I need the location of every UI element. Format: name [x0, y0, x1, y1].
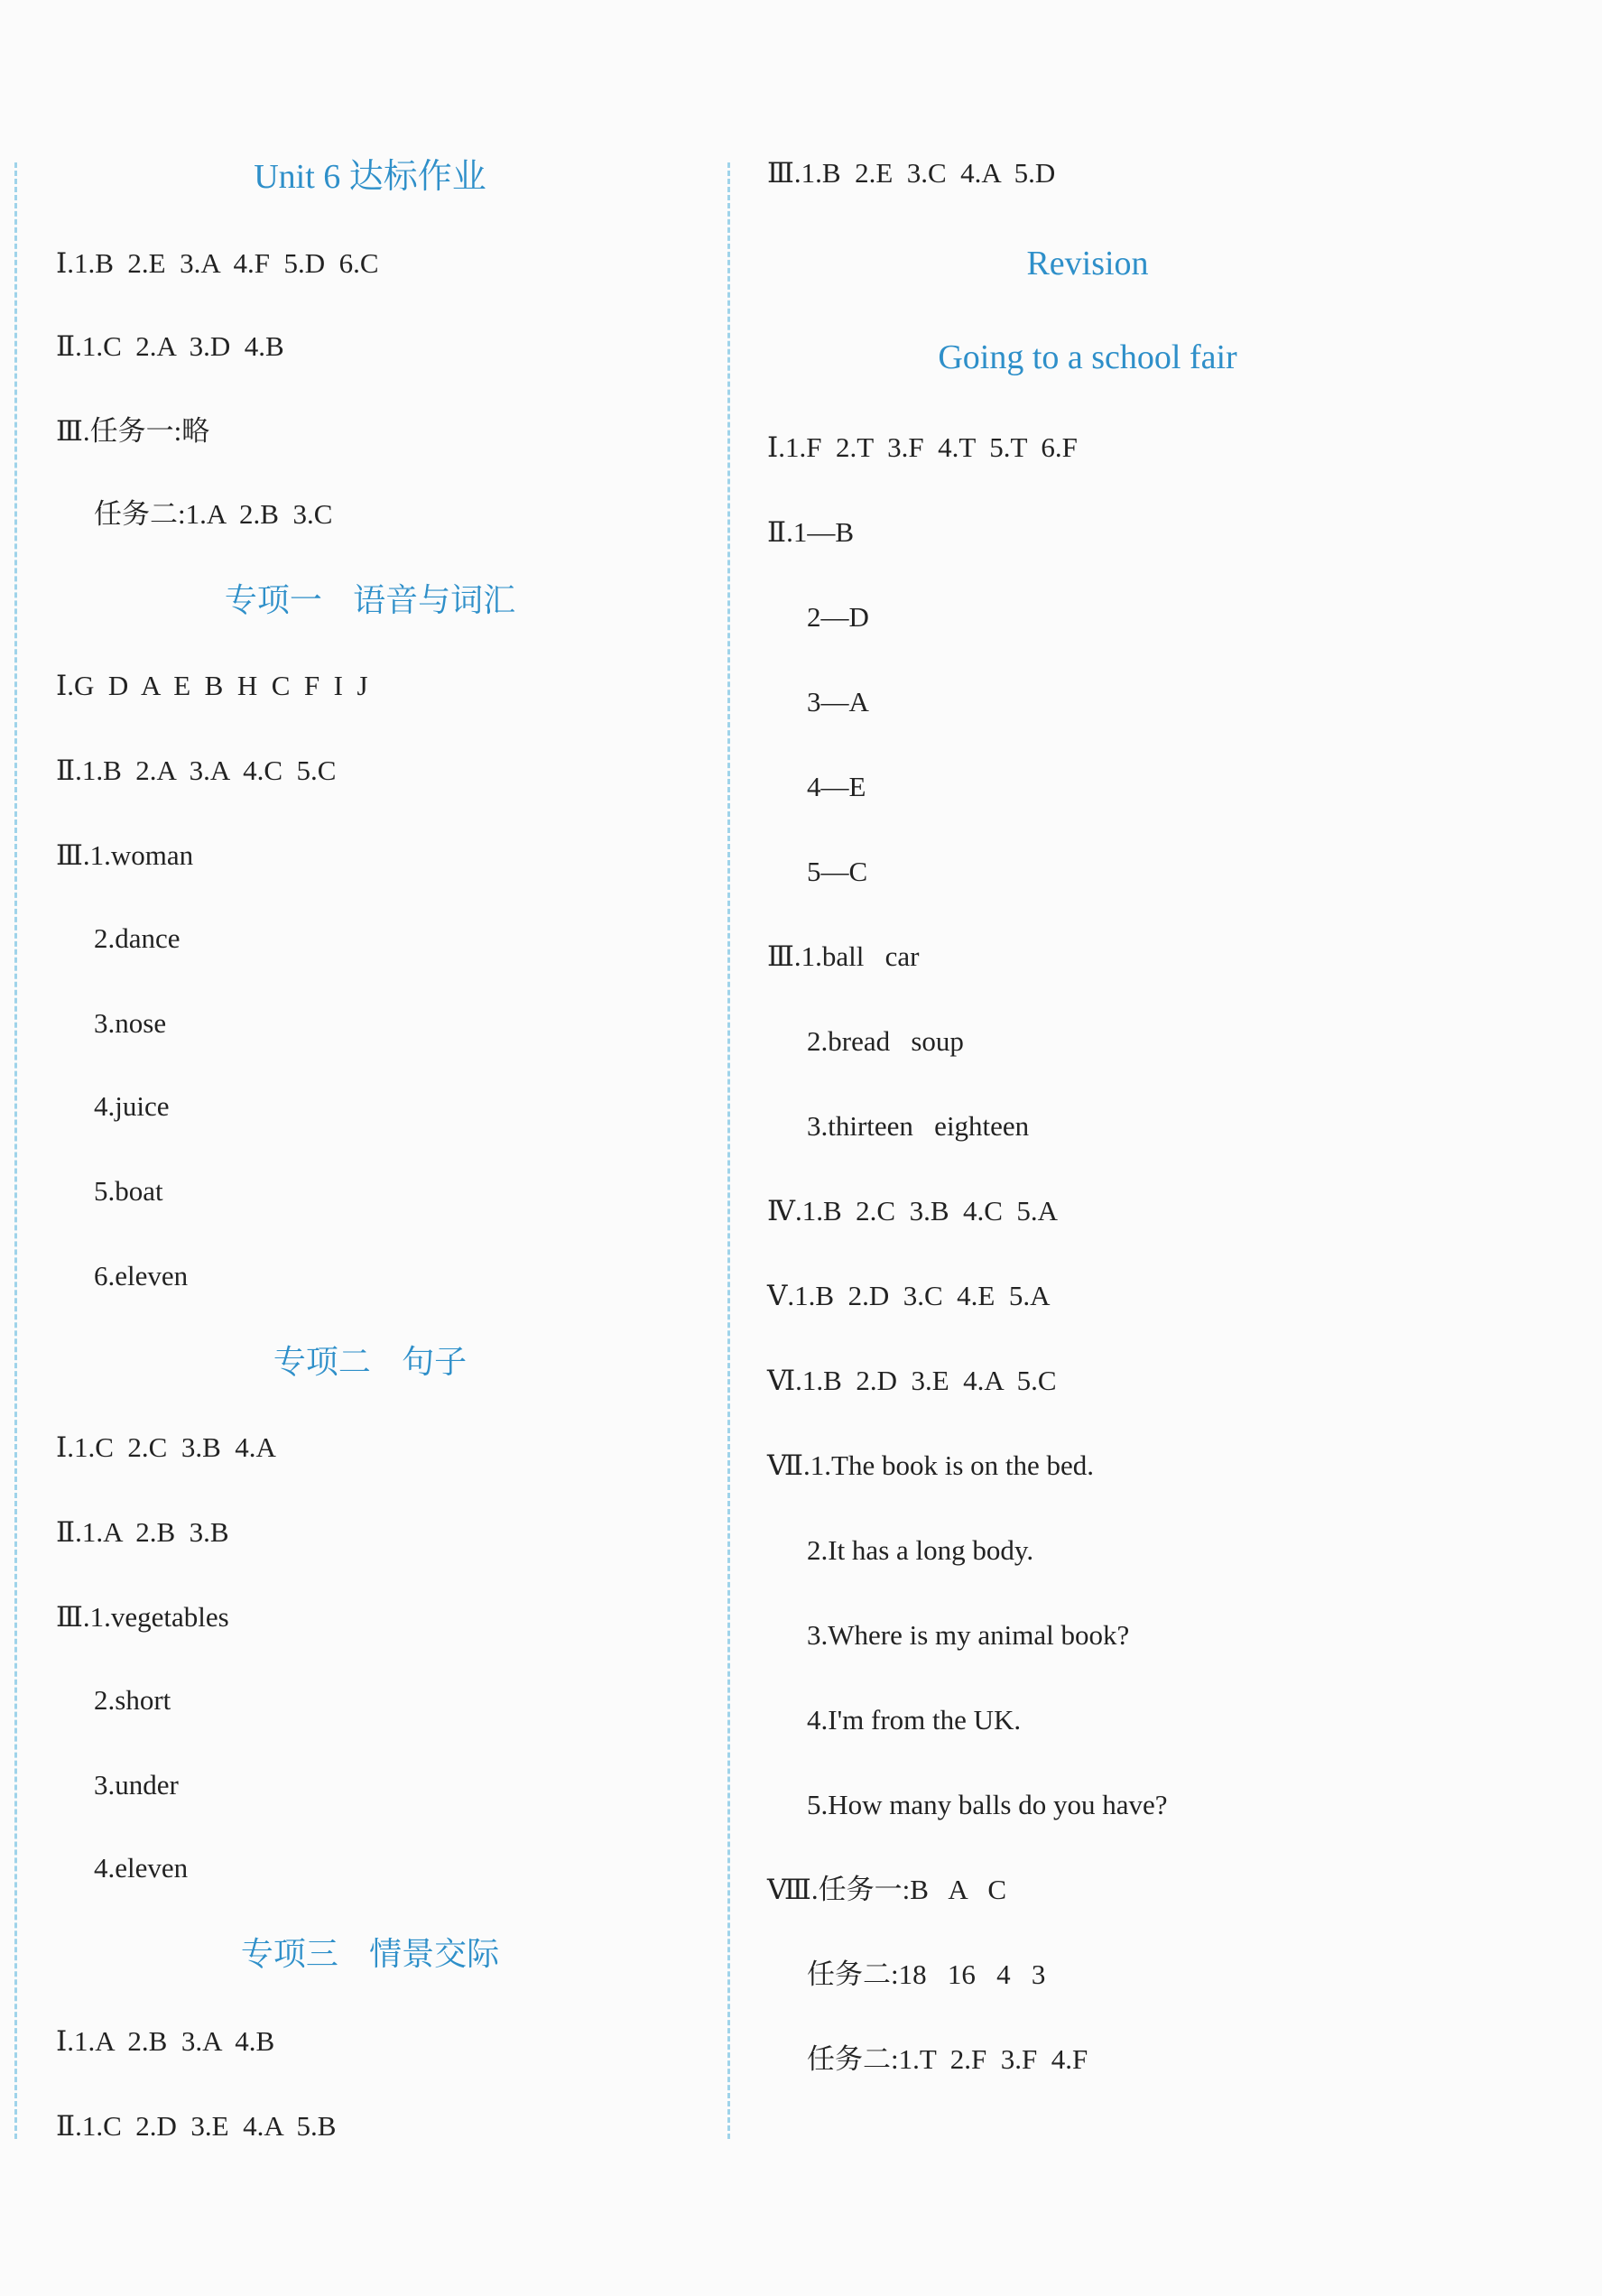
answer-line: 4—E	[807, 771, 866, 802]
answer-line: Ⅰ.1.C 2.C 3.B 4.A	[56, 1431, 276, 1463]
school-fair-title: Going to a school fair	[938, 338, 1237, 376]
answer-line: 2.bread soup	[807, 1025, 964, 1057]
answer-line: 4.juice	[94, 1090, 170, 1122]
right-column	[740, 0, 1552, 2296]
answer-line: Ⅲ.1.B 2.E 3.C 4.A 5.D	[767, 157, 1056, 189]
answer-line: 2—D	[807, 601, 869, 633]
answer-line: Ⅵ.1.B 2.D 3.E 4.A 5.C	[767, 1365, 1057, 1396]
answer-line: Ⅲ.1.vegetables	[56, 1601, 229, 1633]
answer-line: 3.thirteen eighteen	[807, 1110, 1030, 1142]
answer-line: 3.Where is my animal book?	[807, 1619, 1130, 1651]
answer-line: Ⅰ.1.A 2.B 3.A 4.B	[56, 2025, 275, 2057]
answer-line: Ⅱ.1.C 2.A 3.D 4.B	[56, 330, 284, 362]
answer-line: Ⅰ.1.F 2.T 3.F 4.T 5.T 6.F	[767, 431, 1078, 463]
answer-line: Ⅷ.任务一:B A C	[767, 1874, 1007, 1905]
answer-line: Ⅱ.1—B	[767, 516, 854, 548]
answer-line: Ⅱ.1.B 2.A 3.A 4.C 5.C	[56, 755, 337, 786]
answer-line: 4.eleven	[94, 1852, 189, 1884]
answer-line: 任务二:18 16 4 3	[807, 1958, 1046, 1990]
answer-line: 3.nose	[94, 1007, 167, 1039]
answer-line: 任务二:1.A 2.B 3.C	[94, 498, 333, 530]
answer-line: Ⅰ.G D A E B H C F I J	[56, 670, 368, 701]
unit6-title: Unit 6 达标作业	[254, 158, 486, 196]
column-divider	[727, 162, 730, 2139]
answer-line: 6.eleven	[94, 1260, 189, 1292]
answer-line: 任务二:1.T 2.F 3.F 4.F	[807, 2043, 1088, 2075]
left-column	[0, 0, 686, 2296]
answer-line: Ⅲ.任务一:略	[56, 415, 210, 447]
answer-line: 2.short	[94, 1684, 171, 1716]
answer-line: 3—A	[807, 686, 869, 718]
answer-line: Ⅳ.1.B 2.C 3.B 4.C 5.A	[767, 1195, 1059, 1227]
answer-line: 3.under	[94, 1769, 179, 1801]
revision-title: Revision	[1026, 245, 1149, 282]
answer-line: Ⅴ.1.B 2.D 3.C 4.E 5.A	[767, 1280, 1051, 1311]
answer-line: 2.It has a long body.	[807, 1534, 1034, 1566]
answer-line: Ⅱ.1.A 2.B 3.B	[56, 1516, 229, 1548]
section1-title: 专项一 语音与词汇	[224, 582, 516, 619]
answer-line: 4.I'm from the UK.	[807, 1704, 1022, 1736]
answer-line: 5.How many balls do you have?	[807, 1789, 1168, 1820]
answer-line: Ⅶ.1.The book is on the bed.	[767, 1449, 1095, 1481]
answer-line: Ⅰ.1.B 2.E 3.A 4.F 5.D 6.C	[56, 247, 379, 279]
answer-line: Ⅱ.1.C 2.D 3.E 4.A 5.B	[56, 2110, 337, 2142]
answer-line: 5.boat	[94, 1175, 163, 1207]
section3-title: 专项三 情景交际	[240, 1936, 500, 1973]
answer-line: Ⅲ.1.woman	[56, 839, 194, 871]
answer-line: 5—C	[807, 856, 868, 887]
answer-line: 2.dance	[94, 922, 181, 954]
answer-line: Ⅲ.1.ball car	[767, 940, 920, 972]
section2-title: 专项二 句子	[273, 1344, 468, 1381]
